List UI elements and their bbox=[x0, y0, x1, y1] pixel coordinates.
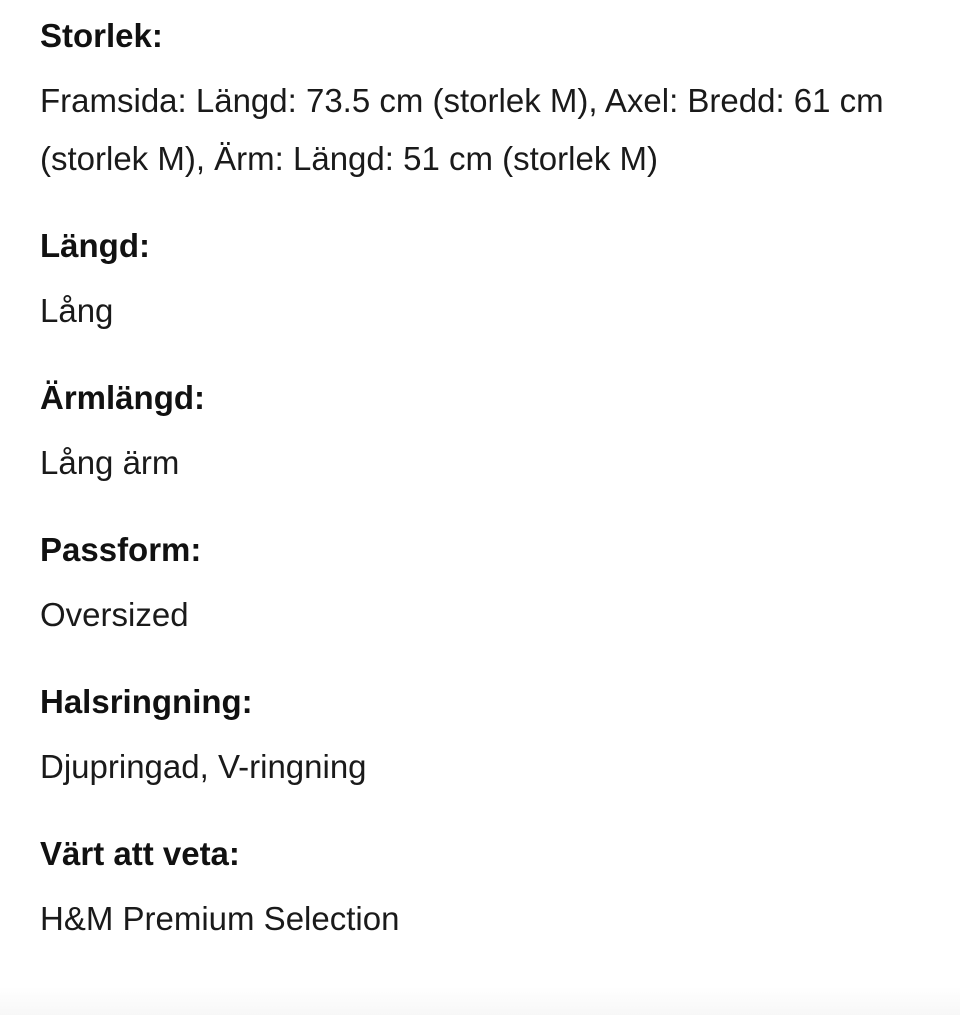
attribute-value: Djupringad, V-ringning bbox=[40, 748, 367, 785]
attribute-value: Oversized bbox=[40, 596, 189, 633]
attribute-neckline bbox=[40, 682, 920, 796]
attribute-label: Halsringning: bbox=[40, 683, 253, 720]
attribute-label: Ärmlängd: bbox=[40, 379, 205, 416]
attribute-good-to-know bbox=[40, 834, 920, 948]
attribute-value: Lång bbox=[40, 292, 114, 329]
bottom-fade bbox=[0, 987, 960, 1015]
attribute-sleeve-length bbox=[40, 378, 920, 492]
attribute-label: Längd: bbox=[40, 227, 150, 264]
product-details-list bbox=[40, 16, 920, 948]
attribute-value: Lång ärm bbox=[40, 444, 180, 481]
attribute-label: Passform: bbox=[40, 531, 202, 568]
attribute-value: H&M Premium Selection bbox=[40, 900, 400, 937]
attribute-value: Framsida: Längd: 73.5 cm (storlek M), Axel: Bredd: 61 cm (storlek M), Ärm: Längd: 51 cm (storlek M) bbox=[40, 82, 884, 177]
attribute-fit bbox=[40, 530, 920, 644]
attribute-length bbox=[40, 226, 920, 340]
attribute-size bbox=[40, 16, 920, 188]
attribute-label: Storlek: bbox=[40, 17, 163, 54]
attribute-label: Värt att veta: bbox=[40, 835, 240, 872]
